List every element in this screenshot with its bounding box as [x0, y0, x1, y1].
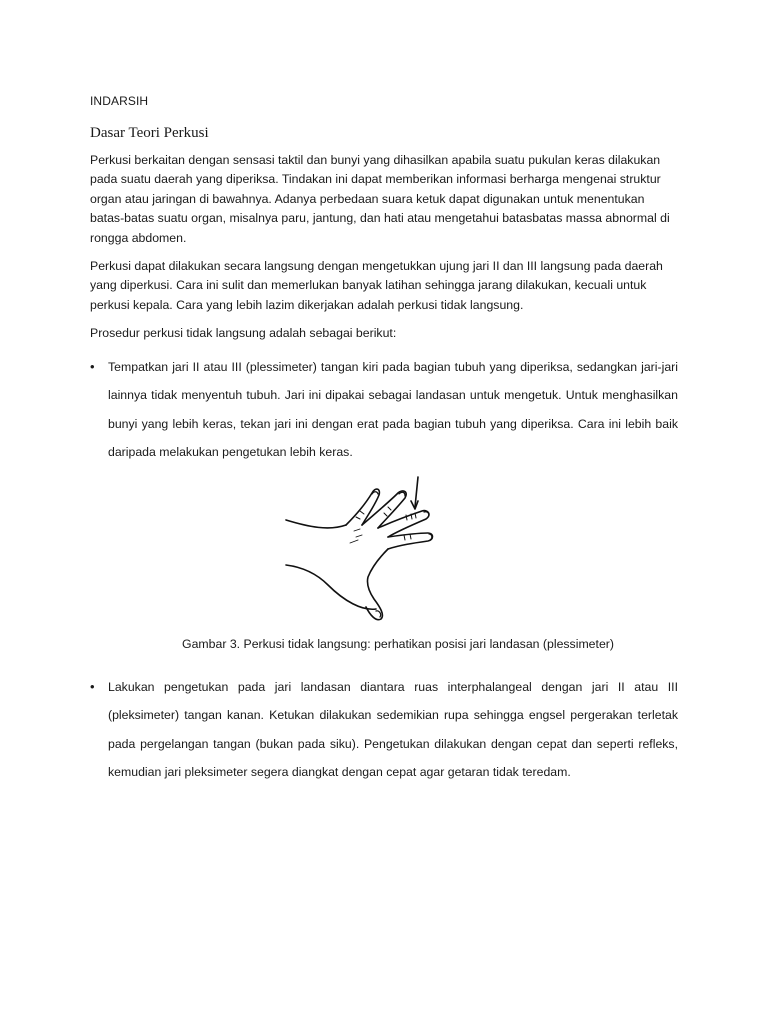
list-item [90, 673, 678, 787]
bullet-icon: • [90, 358, 95, 374]
procedure-list [90, 353, 678, 467]
document-title: Dasar Teori Perkusi [90, 125, 209, 141]
list-item-text: Tempatkan jari II atau III (plessimeter) tangan kiri pada bagian tubuh yang diperiksa, sedangkan jari-jari lainnya tidak menyentuh tubuh. Jari ini dipakai sebagai landasan untuk mengetuk. Untuk menghasilkan bunyi yang lebih keras, tekan jari ini dengan erat pada bagian tubuh yang diperiksa. Cara ini lebih baik daripada melakukan pengetukan lebih keras. [108, 359, 678, 460]
procedure-list-continued [90, 673, 678, 787]
paragraph-procedure-heading: Prosedur perkusi tidak langsung adalah sebagai berikut: [90, 326, 397, 341]
bullet-icon: • [90, 678, 95, 694]
figure-hand [90, 473, 678, 623]
list-item [90, 353, 678, 467]
figure-caption: Gambar 3. Perkusi tidak langsung: perhatikan posisi jari landasan (plessimeter) [182, 636, 614, 651]
list-item-text: Lakukan pengetukan pada jari landasan diantara ruas interphalangeal dengan jari II atau III (pleksimeter) tangan kanan. Ketukan dilakukan sedemikian rupa sehingga engsel pergerakan terletak pada pergelangan tangan (bukan pada siku). Pengetukan dilakukan dengan cepat dan seperti refleks, kemudian jari pleksimeter segera diangkat dengan cepat agar getaran tidak teredam. [108, 679, 678, 780]
author-name: INDARSIH [90, 94, 149, 108]
hand-illustration-icon [284, 473, 444, 623]
paragraph-intro: Perkusi berkaitan dengan sensasi taktil dan bunyi yang dihasilkan apabila suatu pukulan keras dilakukan pada suatu daerah yang diperiksa. Tindakan ini dapat memberikan informasi berharga mengenai struktur organ atau jaringan di bawahnya. Adanya perbedaan suara ketuk dapat digunakan untuk menentukan batas-batas suatu organ, misalnya paru, jantung, dan hati atau mengetahui batasbatas massa abnormal di rongga abdomen. [90, 153, 670, 245]
document-body [90, 93, 678, 787]
paragraph-direct-percussion: Perkusi dapat dilakukan secara langsung dengan mengetukkan ujung jari II dan III langsung pada daerah yang diperkusi. Cara ini sulit dan memerlukan banyak latihan sehingga jarang dilakukan, kecuali untuk perkusi kepala. Cara yang lebih lazim dikerjakan adalah perkusi tidak langsung. [90, 259, 663, 312]
